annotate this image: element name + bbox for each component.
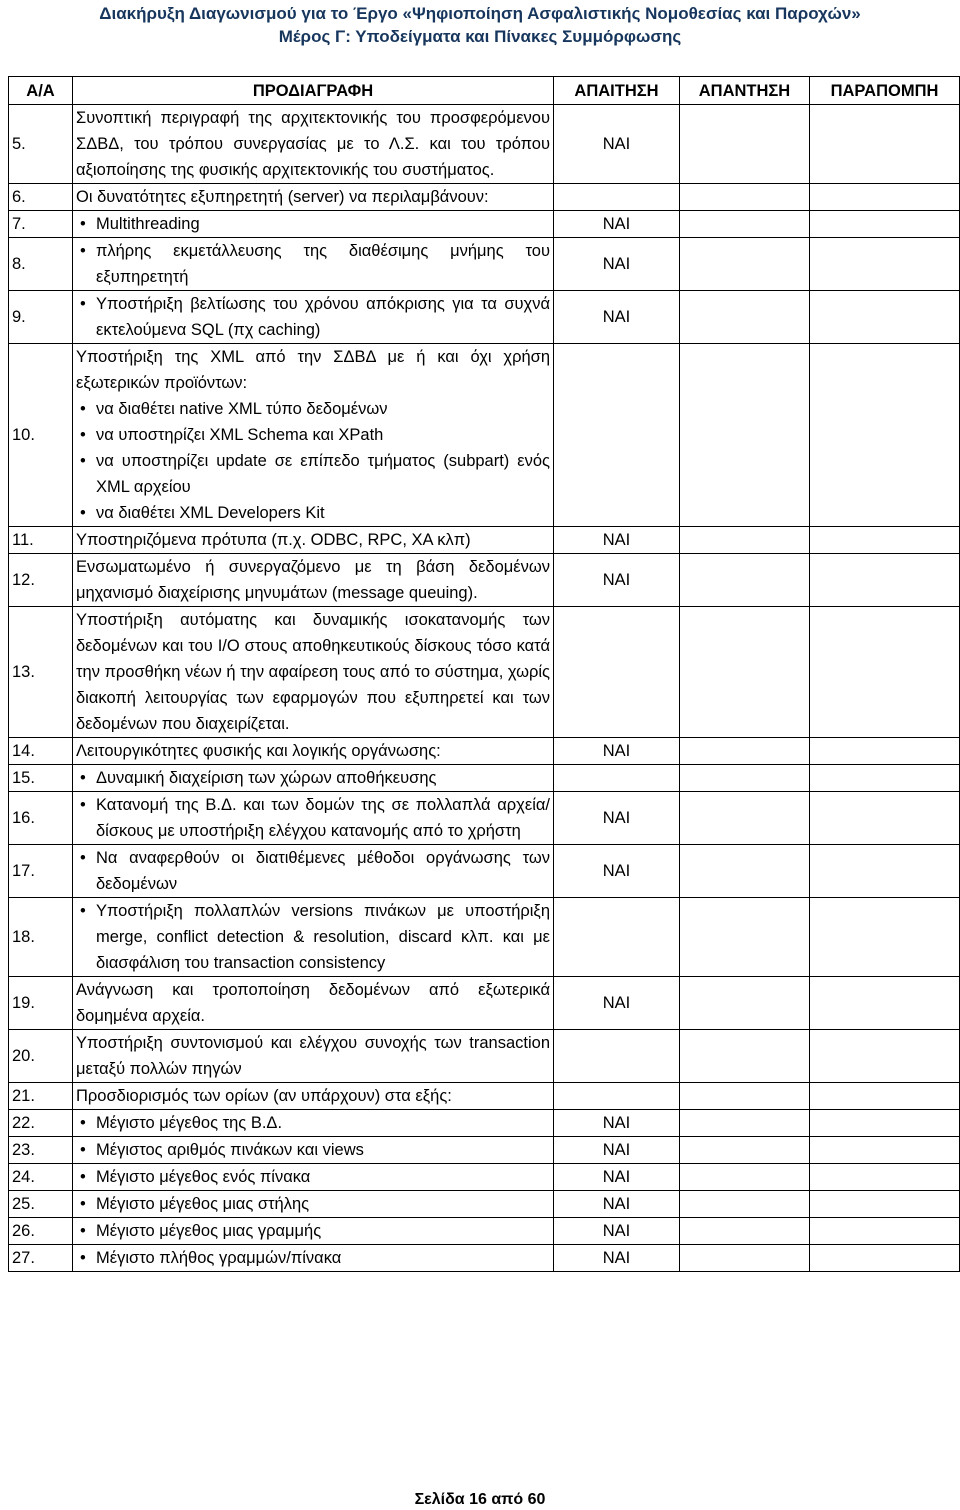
row-specification: Λειτουργικότητες φυσικής και λογικής οργάνωσης: — [73, 738, 554, 765]
table-row — [9, 738, 960, 765]
row-requirement: ΝΑΙ — [554, 554, 680, 607]
row-requirement — [554, 898, 680, 977]
row-requirement — [554, 1083, 680, 1110]
row-reference[interactable] — [810, 977, 960, 1030]
bullet-item: • Υποστήριξη πολλαπλών versions πινάκων με υποστήριξη merge, conflict detection & resolution, discard κλπ. και με διασφάλιση του transaction consistency — [76, 898, 550, 976]
bullet-item: • να υποστηρίζει update σε επίπεδο τμήματος (subpart) ενός XML αρχείου — [76, 448, 550, 500]
row-number: 23. — [9, 1137, 73, 1164]
column-header-specification: ΠΡΟΔΙΑΓΡΑΦΗ — [73, 77, 554, 105]
row-specification: Συνοπτική περιγραφή της αρχιτεκτονικής του προσφερόμενου ΣΔΒΔ, του τρόπου συνεργασίας με το Λ.Σ. και του τρόπου αξιοποίησης της φυσικής αρχιτεκτονικής του συστήματος. — [73, 105, 554, 184]
row-specification — [73, 1218, 554, 1245]
page-number: Σελίδα 16 από 60 — [414, 1491, 546, 1508]
row-number: 14. — [9, 738, 73, 765]
row-requirement: ΝΑΙ — [554, 1218, 680, 1245]
table-row — [9, 554, 960, 607]
bullet-item: • Μέγιστο μέγεθος μιας γραμμής — [76, 1218, 550, 1244]
row-requirement: ΝΑΙ — [554, 792, 680, 845]
row-specification — [73, 898, 554, 977]
bullet-item: • Μέγιστο πλήθος γραμμών/πίνακα — [76, 1245, 550, 1271]
row-answer[interactable] — [680, 184, 810, 211]
row-reference[interactable] — [810, 898, 960, 977]
row-answer[interactable] — [680, 527, 810, 554]
row-requirement: ΝΑΙ — [554, 238, 680, 291]
row-specification: Προσδιορισμός των ορίων (αν υπάρχουν) στα εξής: — [73, 1083, 554, 1110]
row-reference[interactable] — [810, 845, 960, 898]
row-answer[interactable] — [680, 1191, 810, 1218]
row-number: 26. — [9, 1218, 73, 1245]
table-row — [9, 105, 960, 184]
row-number: 27. — [9, 1245, 73, 1272]
column-header-requirement: ΑΠΑΙΤΗΣΗ — [554, 77, 680, 105]
column-header-answer: ΑΠΑΝΤΗΣΗ — [680, 77, 810, 105]
row-answer[interactable] — [680, 105, 810, 184]
row-specification: Υποστήριξη αυτόματης και δυναμικής ισοκατανομής των δεδομένων και του I/O στους αποθηκευτικούς δίσκους τόσο κατά την προσθήκη νέων ή την αφαίρεση τους από το σύστημα, χωρίς διακοπή λειτουργίας των εφαρμογών που εξυπηρετεί και των δεδομένων που διαχειρίζεται. — [73, 607, 554, 738]
table-row — [9, 1110, 960, 1137]
row-reference[interactable] — [810, 211, 960, 238]
row-reference[interactable] — [810, 344, 960, 527]
row-answer[interactable] — [680, 898, 810, 977]
bullet-item: • Κατανομή της Β.Δ. και των δομών της σε πολλαπλά αρχεία/δίσκους με υποστήριξη ελέγχου κατανομής από το χρήστη — [76, 792, 550, 844]
row-intro-text: Υποστήριξη της XML από την ΣΔΒΔ με ή και όχι χρήση εξωτερικών προϊόντων: — [76, 348, 550, 392]
row-reference[interactable] — [810, 765, 960, 792]
row-requirement: ΝΑΙ — [554, 527, 680, 554]
row-requirement: ΝΑΙ — [554, 1191, 680, 1218]
row-answer[interactable] — [680, 738, 810, 765]
row-reference[interactable] — [810, 1110, 960, 1137]
row-answer[interactable] — [680, 1137, 810, 1164]
row-number: 20. — [9, 1030, 73, 1083]
row-answer[interactable] — [680, 1083, 810, 1110]
bullet-item: • Υποστήριξη βελτίωσης του χρόνου απόκρισης για τα συχνά εκτελούμενα SQL (πχ caching) — [76, 291, 550, 343]
row-reference[interactable] — [810, 105, 960, 184]
row-requirement: ΝΑΙ — [554, 1164, 680, 1191]
row-requirement: ΝΑΙ — [554, 105, 680, 184]
row-specification — [73, 344, 554, 527]
row-specification — [73, 238, 554, 291]
table-row — [9, 898, 960, 977]
row-answer[interactable] — [680, 211, 810, 238]
table-row — [9, 765, 960, 792]
row-reference[interactable] — [810, 1218, 960, 1245]
table-row — [9, 1030, 960, 1083]
row-answer[interactable] — [680, 765, 810, 792]
row-number: 16. — [9, 792, 73, 845]
row-number: 11. — [9, 527, 73, 554]
row-number: 24. — [9, 1164, 73, 1191]
row-reference[interactable] — [810, 607, 960, 738]
row-requirement — [554, 1030, 680, 1083]
table-header-row — [9, 77, 960, 105]
row-number: 12. — [9, 554, 73, 607]
row-number: 25. — [9, 1191, 73, 1218]
table-row — [9, 1137, 960, 1164]
row-specification — [73, 291, 554, 344]
row-requirement — [554, 184, 680, 211]
column-header-aa: Α/Α — [9, 77, 73, 105]
bullet-item: • Να αναφερθούν οι διατιθέμενες μέθοδοι οργάνωσης των δεδομένων — [76, 845, 550, 897]
row-reference[interactable] — [810, 184, 960, 211]
row-specification — [73, 211, 554, 238]
row-specification — [73, 1164, 554, 1191]
bullet-item: • να διαθέτει native XML τύπο δεδομένων — [76, 396, 550, 422]
bullet-item: • να διαθέτει XML Developers Kit — [76, 500, 550, 526]
table-row — [9, 527, 960, 554]
row-number: 21. — [9, 1083, 73, 1110]
bullet-item: • Μέγιστος αριθμός πινάκων και views — [76, 1137, 550, 1163]
row-specification — [73, 1191, 554, 1218]
table-row — [9, 1191, 960, 1218]
row-answer[interactable] — [680, 607, 810, 738]
table-row — [9, 1218, 960, 1245]
row-requirement: ΝΑΙ — [554, 977, 680, 1030]
row-reference[interactable] — [810, 291, 960, 344]
row-reference[interactable] — [810, 1137, 960, 1164]
row-answer[interactable] — [680, 554, 810, 607]
table-row — [9, 344, 960, 527]
row-requirement: ΝΑΙ — [554, 1110, 680, 1137]
row-answer[interactable] — [680, 291, 810, 344]
table-row — [9, 977, 960, 1030]
row-number: 6. — [9, 184, 73, 211]
row-specification — [73, 845, 554, 898]
table-row — [9, 1164, 960, 1191]
header-line-1: Διακήρυξη Διαγωνισμού για το Έργο «Ψηφιοποίηση Ασφαλιστικής Νομοθεσίας και Παροχών» — [99, 4, 861, 23]
row-specification — [73, 1245, 554, 1272]
row-answer[interactable] — [680, 238, 810, 291]
row-specification: Υποστηριζόμενα πρότυπα (π.χ. ODBC, RPC, XA κλπ) — [73, 527, 554, 554]
row-specification: Ανάγνωση και τροποποίηση δεδομένων από εξωτερικά δομημένα αρχεία. — [73, 977, 554, 1030]
row-answer[interactable] — [680, 344, 810, 527]
bullet-item: • να υποστηρίζει XML Schema και XPath — [76, 422, 550, 448]
row-number: 18. — [9, 898, 73, 977]
row-answer[interactable] — [680, 1030, 810, 1083]
row-specification — [73, 765, 554, 792]
table-row — [9, 845, 960, 898]
bullet-item: • Μέγιστο μέγεθος μιας στήλης — [76, 1191, 550, 1217]
row-requirement: ΝΑΙ — [554, 845, 680, 898]
bullet-item: • Δυναμική διαχείριση των χώρων αποθήκευσης — [76, 765, 550, 791]
header-line-2: Μέρος Γ: Υποδείγματα και Πίνακες Συμμόρφωσης — [278, 27, 682, 46]
row-specification — [73, 1137, 554, 1164]
row-number: 10. — [9, 344, 73, 527]
row-requirement: ΝΑΙ — [554, 1137, 680, 1164]
row-requirement: ΝΑΙ — [554, 738, 680, 765]
row-specification — [73, 1110, 554, 1137]
row-specification: Οι δυνατότητες εξυπηρετητή (server) να περιλαμβάνουν: — [73, 184, 554, 211]
table-row — [9, 1245, 960, 1272]
table-row — [9, 291, 960, 344]
row-number: 19. — [9, 977, 73, 1030]
row-reference[interactable] — [810, 738, 960, 765]
row-number: 22. — [9, 1110, 73, 1137]
row-reference[interactable] — [810, 1030, 960, 1083]
table-row — [9, 1083, 960, 1110]
row-reference[interactable] — [810, 1191, 960, 1218]
table-row — [9, 607, 960, 738]
row-answer[interactable] — [680, 1245, 810, 1272]
bullet-item: • Multithreading — [76, 211, 550, 237]
row-number: 7. — [9, 211, 73, 238]
row-specification — [73, 792, 554, 845]
bullet-item: • πλήρης εκμετάλλευσης της διαθέσιμης μνήμης του εξυπηρετητή — [76, 238, 550, 290]
row-requirement — [554, 344, 680, 527]
row-number: 13. — [9, 607, 73, 738]
row-requirement — [554, 607, 680, 738]
table-row — [9, 211, 960, 238]
row-requirement: ΝΑΙ — [554, 1245, 680, 1272]
row-reference[interactable] — [810, 1083, 960, 1110]
table-row — [9, 238, 960, 291]
row-number: 15. — [9, 765, 73, 792]
compliance-table — [8, 76, 960, 1272]
column-header-reference: ΠΑΡΑΠΟΜΠΗ — [810, 77, 960, 105]
row-requirement: ΝΑΙ — [554, 211, 680, 238]
bullet-item: • Μέγιστο μέγεθος της Β.Δ. — [76, 1110, 550, 1136]
document-header — [0, 0, 960, 48]
row-requirement — [554, 765, 680, 792]
row-reference[interactable] — [810, 1245, 960, 1272]
row-number: 5. — [9, 105, 73, 184]
row-answer[interactable] — [680, 1164, 810, 1191]
row-reference[interactable] — [810, 1164, 960, 1191]
row-reference[interactable] — [810, 554, 960, 607]
row-answer[interactable] — [680, 792, 810, 845]
row-number: 8. — [9, 238, 73, 291]
row-requirement: ΝΑΙ — [554, 291, 680, 344]
row-reference[interactable] — [810, 527, 960, 554]
row-answer[interactable] — [680, 1218, 810, 1245]
table-row — [9, 184, 960, 211]
row-specification: Υποστήριξη συντονισμού και ελέγχου συνοχής των transaction μεταξύ πολλών πηγών — [73, 1030, 554, 1083]
row-specification: Ενσωματωμένο ή συνεργαζόμενο με τη βάση δεδομένων μηχανισμό διαχείρισης μηνυμάτων (message queuing). — [73, 554, 554, 607]
row-reference[interactable] — [810, 792, 960, 845]
row-answer[interactable] — [680, 977, 810, 1030]
row-number: 9. — [9, 291, 73, 344]
row-answer[interactable] — [680, 845, 810, 898]
bullet-item: • Μέγιστο μέγεθος ενός πίνακα — [76, 1164, 550, 1190]
table-row — [9, 792, 960, 845]
row-number: 17. — [9, 845, 73, 898]
row-answer[interactable] — [680, 1110, 810, 1137]
row-reference[interactable] — [810, 238, 960, 291]
